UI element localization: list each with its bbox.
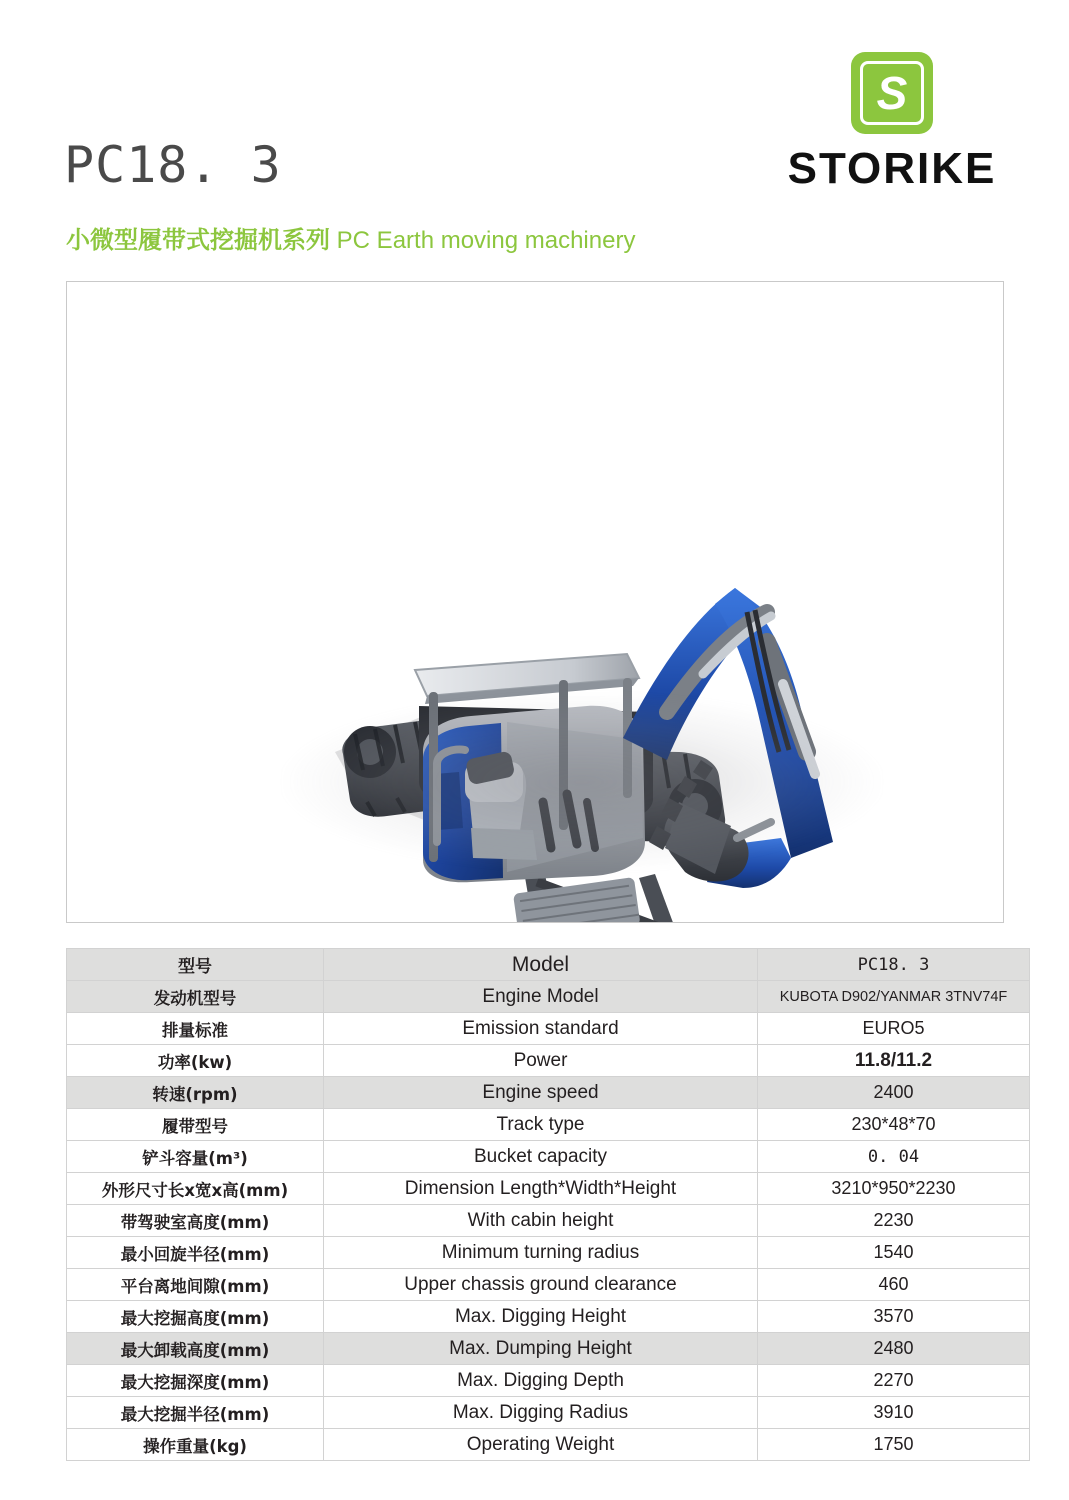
spec-cn-label: 带驾驶室高度(mm) <box>67 1205 324 1237</box>
spec-en-label: Track type <box>324 1109 758 1141</box>
spec-cn-label: 型号 <box>67 949 324 981</box>
specification-table <box>66 948 1030 1461</box>
product-image <box>67 282 1003 922</box>
brand-name: STORIKE <box>787 144 997 193</box>
logo-letter: S <box>876 67 908 119</box>
spec-cn-label: 转速(rpm) <box>67 1077 324 1109</box>
spec-value: EURO5 <box>758 1013 1030 1045</box>
spec-value: 11.8/11.2 <box>758 1045 1030 1077</box>
table-row <box>67 1013 1030 1045</box>
table-row <box>67 981 1030 1013</box>
page-title: PC18. 3 <box>64 136 282 194</box>
spec-cn-label: 最大挖掘高度(mm) <box>67 1301 324 1333</box>
spec-en-label: With cabin height <box>324 1205 758 1237</box>
table-row <box>67 1173 1030 1205</box>
spec-value: 0. 04 <box>758 1141 1030 1173</box>
spec-value: 2400 <box>758 1077 1030 1109</box>
table-row <box>67 1077 1030 1109</box>
spec-value: 1750 <box>758 1429 1030 1461</box>
spec-cn-label: 排量标准 <box>67 1013 324 1045</box>
spec-value: KUBOTA D902/YANMAR 3TNV74F <box>758 981 1030 1013</box>
product-image-panel <box>66 281 1004 923</box>
spec-cn-label: 履带型号 <box>67 1109 324 1141</box>
spec-en-label: Engine Model <box>324 981 758 1013</box>
table-row <box>67 1045 1030 1077</box>
spec-cn-label: 最大挖掘深度(mm) <box>67 1365 324 1397</box>
spec-value: 2480 <box>758 1333 1030 1365</box>
table-row <box>67 1333 1030 1365</box>
spec-cn-label: 最大挖掘半径(mm) <box>67 1397 324 1429</box>
spec-value: 460 <box>758 1269 1030 1301</box>
spec-cn-label: 发动机型号 <box>67 981 324 1013</box>
spec-cn-label: 外形尺寸长x宽x高(mm) <box>67 1173 324 1205</box>
product-shadow <box>282 692 882 872</box>
table-row <box>67 1141 1030 1173</box>
spec-cn-label: 平台离地间隙(mm) <box>67 1269 324 1301</box>
page-header <box>0 0 1069 254</box>
spec-value: PC18. 3 <box>758 949 1030 981</box>
table-row <box>67 1109 1030 1141</box>
page-subtitle-en: PC Earth moving machinery <box>336 227 636 254</box>
table-row <box>67 1269 1030 1301</box>
spec-en-label: Engine speed <box>324 1077 758 1109</box>
spec-en-label: Model <box>324 949 758 981</box>
spec-cn-label: 最小回旋半径(mm) <box>67 1237 324 1269</box>
spec-value: 230*48*70 <box>758 1109 1030 1141</box>
spec-value: 3210*950*2230 <box>758 1173 1030 1205</box>
spec-en-label: Bucket capacity <box>324 1141 758 1173</box>
spec-en-label: Max. Digging Height <box>324 1301 758 1333</box>
storike-logo-icon <box>851 52 933 134</box>
table-row <box>67 949 1030 981</box>
spec-en-label: Dimension Length*Width*Height <box>324 1173 758 1205</box>
spec-value: 2230 <box>758 1205 1030 1237</box>
table-row <box>67 1205 1030 1237</box>
spec-cn-label: 操作重量(kg) <box>67 1429 324 1461</box>
spec-cn-label: 最大卸载高度(mm) <box>67 1333 324 1365</box>
spec-en-label: Upper chassis ground clearance <box>324 1269 758 1301</box>
brand-logo <box>777 52 1007 194</box>
spec-table-body <box>67 949 1030 1461</box>
table-row <box>67 1365 1030 1397</box>
spec-en-label: Max. Digging Radius <box>324 1397 758 1429</box>
spec-en-label: Power <box>324 1045 758 1077</box>
spec-en-label: Emission standard <box>324 1013 758 1045</box>
page-subtitle <box>66 228 635 253</box>
page-subtitle-cn: 小微型履带式挖掘机系列 <box>66 226 330 254</box>
spec-cn-label: 功率(kw) <box>67 1045 324 1077</box>
spec-en-label: Minimum turning radius <box>324 1237 758 1269</box>
spec-en-label: Max. Dumping Height <box>324 1333 758 1365</box>
spec-en-label: Max. Digging Depth <box>324 1365 758 1397</box>
table-row <box>67 1301 1030 1333</box>
spec-value: 3910 <box>758 1397 1030 1429</box>
spec-value: 2270 <box>758 1365 1030 1397</box>
spec-cn-label: 铲斗容量(m³) <box>67 1141 324 1173</box>
table-row <box>67 1237 1030 1269</box>
spec-value: 3570 <box>758 1301 1030 1333</box>
table-row <box>67 1429 1030 1461</box>
table-row <box>67 1397 1030 1429</box>
spec-en-label: Operating Weight <box>324 1429 758 1461</box>
spec-value: 1540 <box>758 1237 1030 1269</box>
